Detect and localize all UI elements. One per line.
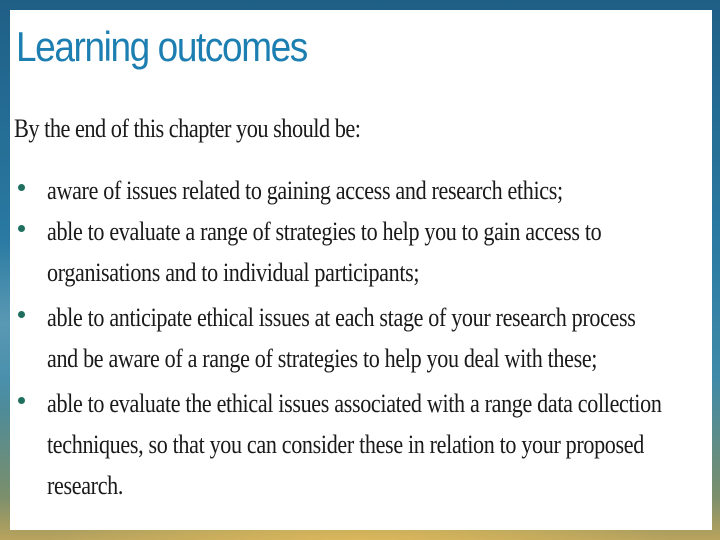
bullet-icon	[18, 225, 25, 232]
list-item	[10, 170, 712, 211]
outcome-line: techniques, so that you can consider these in relation to your proposed	[47, 430, 644, 459]
outcome-line: able to evaluate a range of strategies to help you to gain access to	[47, 217, 602, 246]
outcome-line: aware of issues related to gaining access and research ethics;	[47, 176, 563, 205]
intro-text: By the end of this chapter you should be:	[14, 114, 361, 143]
list-item	[10, 297, 712, 379]
outcomes-list	[10, 170, 712, 506]
list-item	[10, 383, 712, 506]
outcome-line: able to evaluate the ethical issues associated with a range data collection	[47, 389, 662, 418]
bullet-icon	[18, 184, 25, 191]
slide-title: Learning outcomes	[16, 24, 307, 70]
outcome-line: and be aware of a range of strategies to help you deal with these;	[47, 344, 598, 373]
outcome-line: able to anticipate ethical issues at each stage of your research process	[47, 303, 636, 332]
content-panel	[10, 10, 712, 530]
outcome-line: organisations and to individual participants;	[47, 258, 420, 287]
bullet-icon	[18, 397, 25, 404]
outcome-line: research.	[47, 471, 124, 500]
bullet-icon	[18, 311, 25, 318]
list-item	[10, 211, 712, 293]
